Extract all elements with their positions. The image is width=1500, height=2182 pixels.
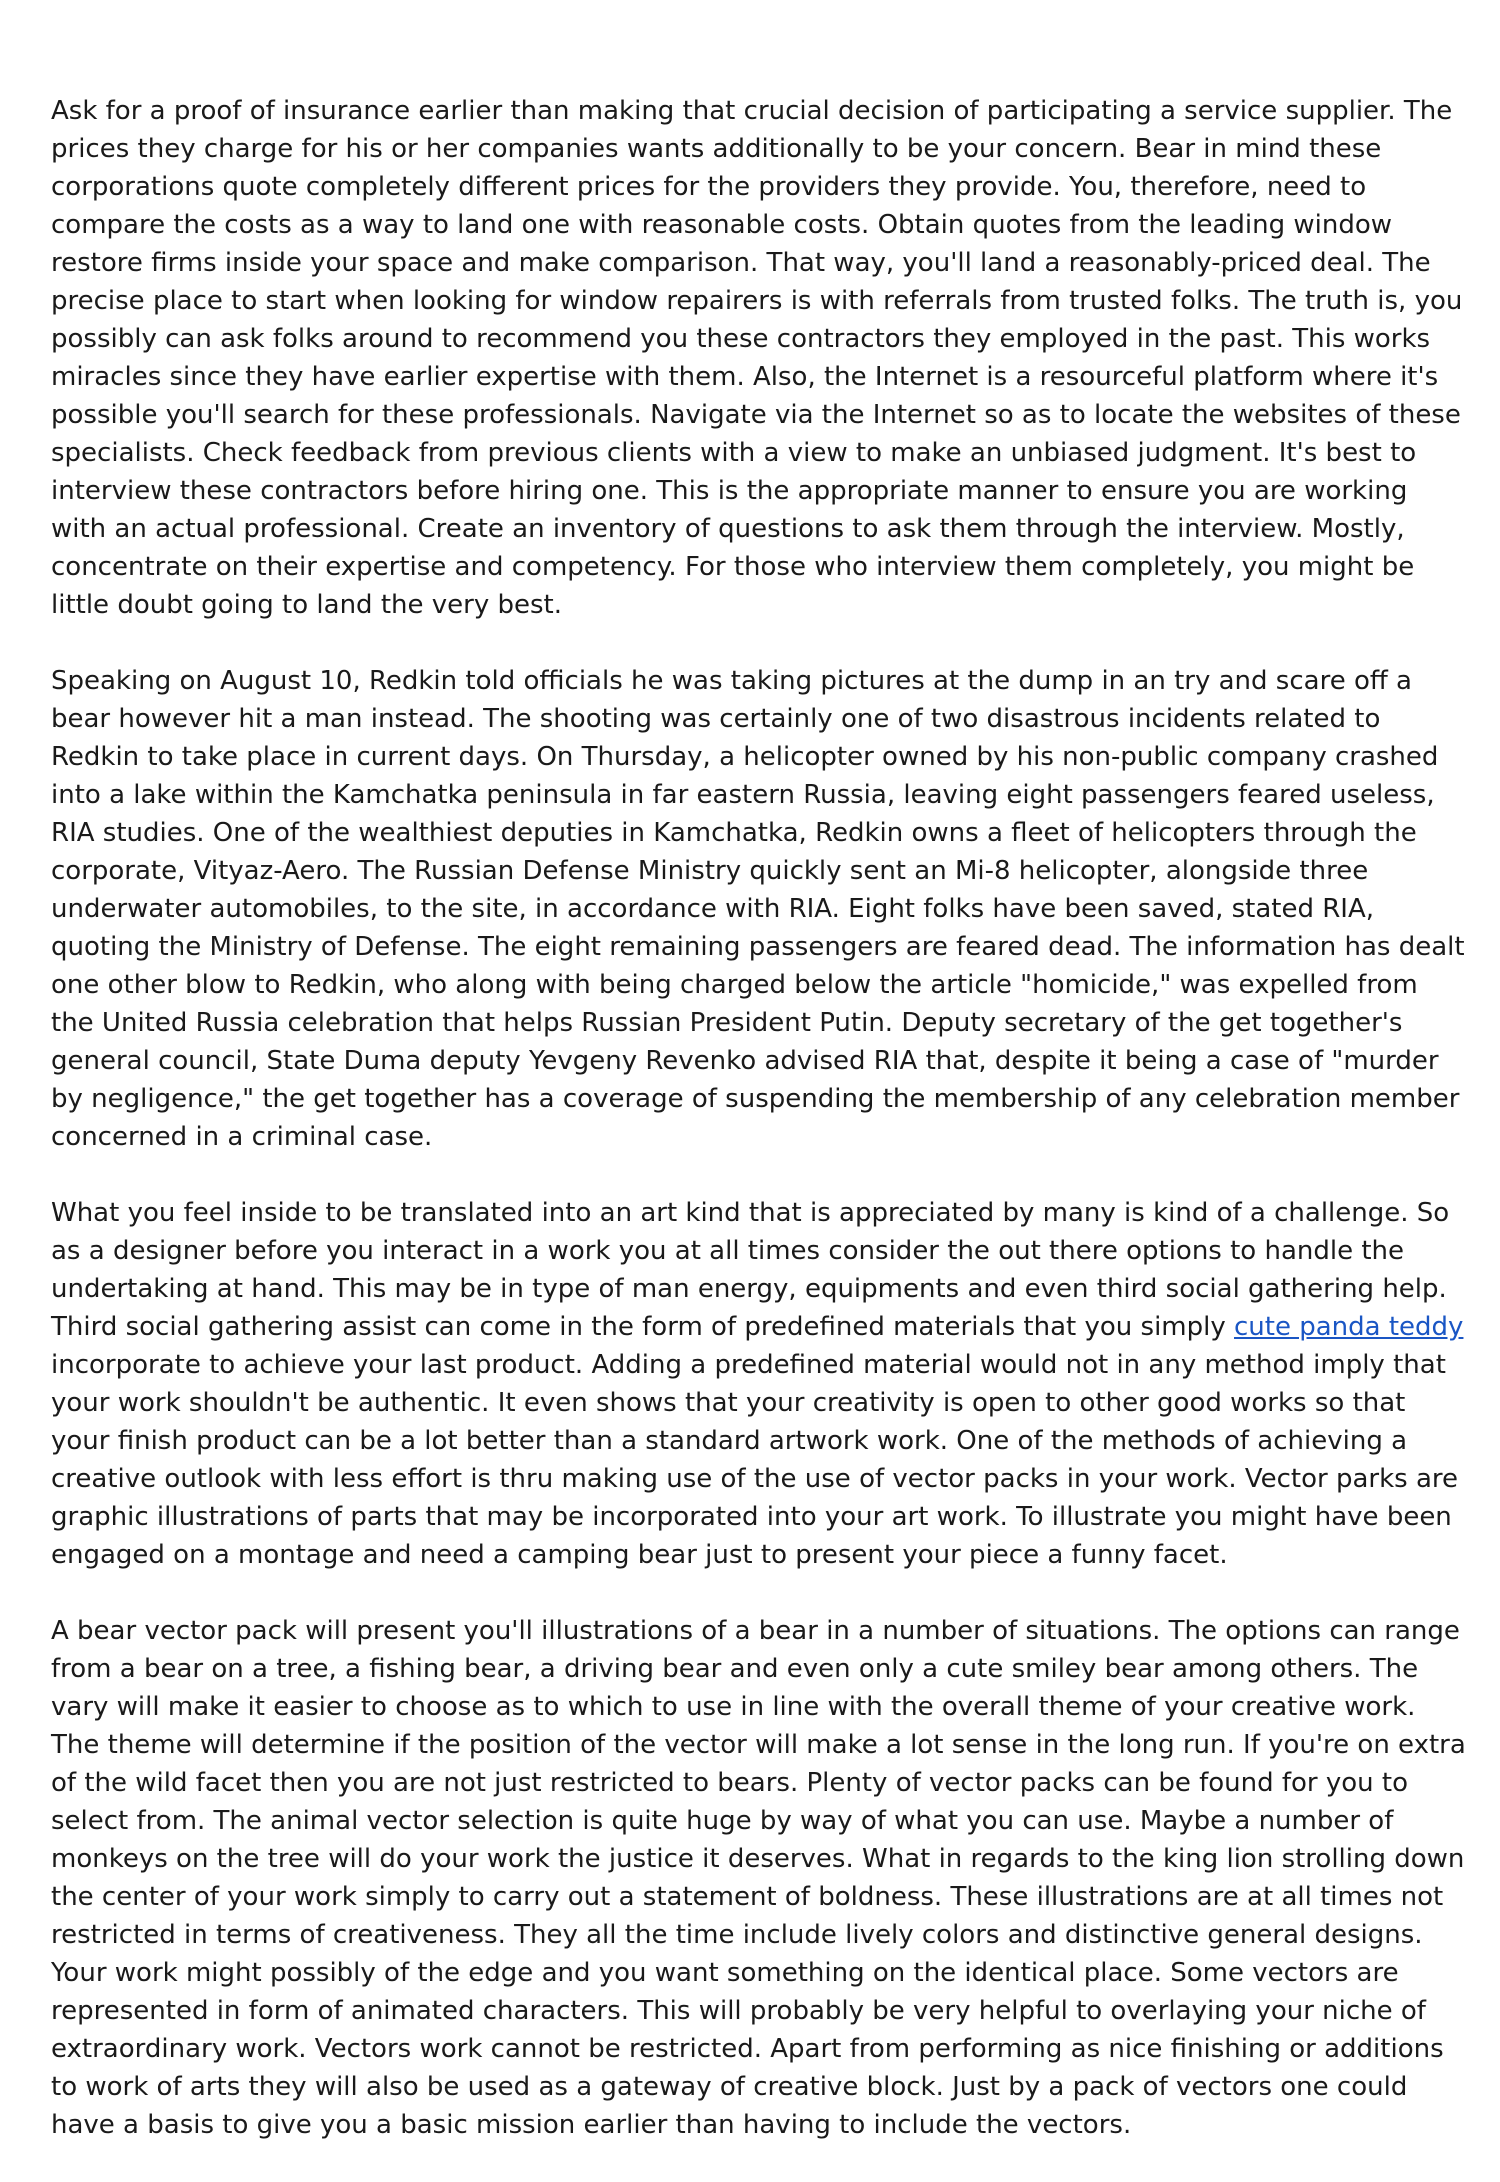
paragraph-bear-vector: A bear vector pack will present you'll illustrations of a bear in a number of situations. The options can range from a bear on a tree, a fishing bear, a driving bear and even only a cute smiley bear among others. The vary will make it easier to choose as to which to use in line with the overall theme of your creative work. The theme will determine if the position of the vector will make a lot sense in the long run. If you're on extra of the wild facet then you are not just restricted to bears. Plenty of vector packs can be found for you to select from. The animal vector selection is quite huge by way of what you can use. Maybe a number of monkeys on the tree will do your work the justice it deserves. What in regards to the king lion strolling down the center of your work simply to carry out a statement of boldness. These illustrations are at all times not restricted in terms of creativeness. They all the time include lively colors and distinctive general designs. Your work might possibly of the edge and you want something on the identical place. Some vectors are represented in form of animated characters. This will probably be very helpful to overlaying your niche of extraordinary work. Vectors work cannot be restricted. Apart from performing as nice finishing or additions to work of arts they will also be used as a gateway of creative block. Just by a pack of vectors one could have a basis to give you a basic mission earlier than having to include the vectors. — [51, 1616, 1466, 2140]
paragraph-text-after-link: incorporate to achieve your last product. Adding a predefined material would not in any method imply that your work shouldn't be authentic. It even shows that your creativity is open to other good works so that your finish product can be a lot better than a standard artwork work. One of the methods of achieving a creative outlook with less effort is thru making use of the use of vector packs in your work. Vector parks are graphic illustrations of parts that may be incorporated into your art work. To illustrate you might have been engaged on a montage and need a camping bear just to present your piece a funny facet. — [51, 1350, 1459, 1570]
cute-panda-teddy-link[interactable]: cute panda teddy — [1234, 1312, 1464, 1342]
paragraph-insurance: Ask for a proof of insurance earlier than making that crucial decision of participating a service supplier. The prices they charge for his or her companies wants additionally to be your concern. Bear in mind these corporations quote completely different prices for the providers they provide. You, therefore, need to compare the costs as a way to land one with reasonable costs. Obtain quotes from the leading window restore firms inside your space and make comparison. That way, you'll land a reasonably-priced deal. The precise place to start when looking for window repairers is with referrals from trusted folks. The truth is, you possibly can ask folks around to recommend you these contractors they employed in the past. This works miracles since they have earlier expertise with them. Also, the Internet is a resourceful platform where it's possible you'll search for these professionals. Navigate via the Internet so as to locate the websites of these specialists. Check feedback from previous clients with a view to make an unbiased judgment. It's best to interview these contractors before hiring one. This is the appropriate manner to ensure you are working with an actual professional. Create an inventory of questions to ask them through the interview. Mostly, concentrate on their expertise and competency. For those who interview them completely, you might be little doubt going to land the very best. — [51, 96, 1463, 620]
paragraph-redkin: Speaking on August 10, Redkin told officials he was taking pictures at the dump in an try and scare off a bear however hit a man instead. The shooting was certainly one of two disastrous incidents related to Redkin to take place in current days. On Thursday, a helicopter owned by his non-public company crashed into a lake within the Kamchatka peninsula in far eastern Russia, leaving eight passengers feared useless, RIA studies. One of the wealthiest deputies in Kamchatka, Redkin owns a fleet of helicopters through the corporate, Vityaz-Aero. The Russian Defense Ministry quickly sent an Mi-8 helicopter, alongside three underwater automobiles, to the site, in accordance with RIA. Eight folks have been saved, stated RIA, quoting the Ministry of Defense. The eight remaining passengers are feared dead. The information has dealt one other blow to Redkin, who along with being charged below the article "homicide," was expelled from the United Russia celebration that helps Russian President Putin. Deputy secretary of the get together's general council, State Duma deputy Yevgeny Revenko advised RIA that, despite it being a case of "murder by negligence," the get together has a coverage of suspending the membership of any celebration member concerned in a criminal case. — [51, 666, 1465, 1152]
paragraph-text-before-link: What you feel inside to be translated into an art kind that is appreciated by many is kind of a challenge. So as a designer before you interact in a work you at all times consider the out there options to handle the undertaking at hand. This may be in type of man energy, equipments and even third social gathering help. Third social gathering assist can come in the form of predefined materials that you simply — [51, 1198, 1450, 1342]
paragraph-art-design — [51, 1194, 1466, 1574]
document-body — [51, 92, 1466, 2182]
